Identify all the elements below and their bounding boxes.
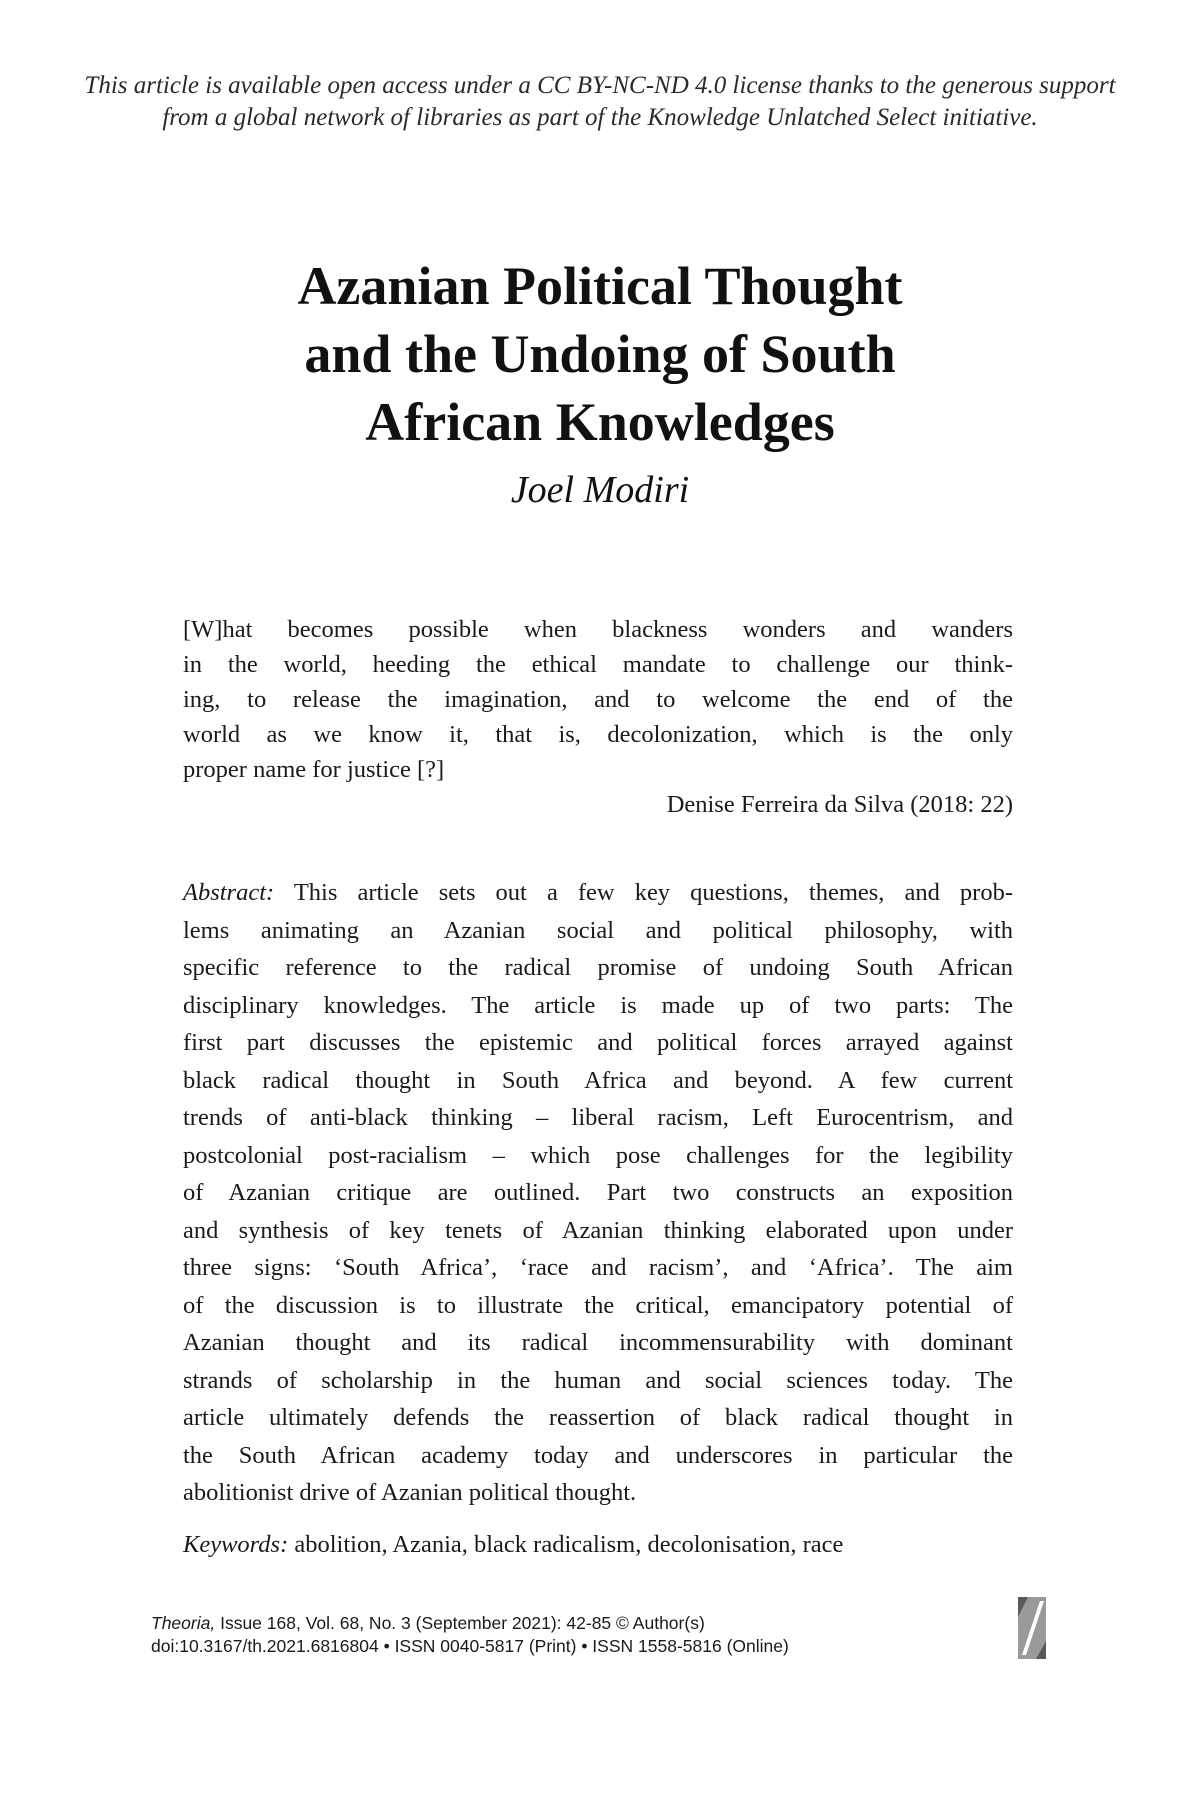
open-access-notice [0, 70, 1200, 134]
article-title-line-2: and the Undoing of South [304, 324, 896, 384]
open-access-notice-line-1: This article is available open access under a CC BY-NC-ND 4.0 license thanks to the generous support [84, 72, 1116, 99]
abstract-first-line-text: This article sets out a few key questions, themes, and prob- [293, 879, 1014, 906]
abstract-line: trends of anti-black thinking – liberal racism, Left Eurocentrism, and [183, 1104, 1013, 1131]
abstract-line: article ultimately defends the reassertion of black radical thought in [183, 1404, 1013, 1431]
epigraph-attribution: Denise Ferreira da Silva (2018: 22) [666, 791, 1013, 818]
abstract-line: of the discussion is to illustrate the critical, emancipatory potential of [183, 1291, 1013, 1319]
author-name: Joel Modiri [510, 469, 690, 511]
epigraph-line: in the world, heeding the ethical mandate to challenge our think- [183, 651, 1013, 678]
citation-footer [151, 1612, 971, 1658]
article-title [0, 252, 1200, 456]
epigraph-line: ing, to release the imagination, and to welcome the end of the [183, 686, 1013, 713]
abstract-line: three signs: ‘South Africa’, ‘race and racism’, and ‘Africa’. The aim [183, 1254, 1013, 1281]
citation-details: Issue 168, Vol. 68, No. 3 (September 2021): 42-85 © Author(s) [220, 1613, 705, 1633]
berghahn-logo-icon [1018, 1597, 1046, 1659]
article-title-line-1: Azanian Political Thought [297, 256, 903, 316]
journal-name: Theoria, [151, 1613, 216, 1633]
abstract-label: Abstract: [183, 879, 275, 906]
abstract-line: the South African academy today and underscores in particular the [183, 1441, 1013, 1469]
doi-line: doi:10.3167/th.2021.6816804 • ISSN 0040-5817 (Print) • ISSN 1558-5816 (Online) [151, 1636, 789, 1656]
citation-line [151, 1612, 971, 1635]
keywords-label: Keywords: [183, 1531, 289, 1558]
abstract-line: abolitionist drive of Azanian political thought. [183, 1479, 637, 1506]
abstract-line: postcolonial post-racialism – which pose challenges for the legibility [183, 1141, 1013, 1169]
keywords-text: abolition, Azania, black radicalism, decolonisation, race [294, 1531, 844, 1558]
abstract-line: strands of scholarship in the human and social sciences today. The [183, 1366, 1013, 1394]
abstract-line: of Azanian critique are outlined. Part two constructs an exposition [183, 1179, 1013, 1206]
epigraph-line: proper name for justice [?] [183, 756, 445, 783]
abstract-line: first part discusses the epistemic and political forces arrayed against [183, 1029, 1013, 1056]
epigraph-line: world as we know it, that is, decolonization, which is the only [183, 721, 1013, 748]
keywords [183, 1527, 1013, 1563]
abstract [183, 874, 1013, 1512]
abstract-line: specific reference to the radical promise of undoing South African [183, 954, 1013, 981]
epigraph-line: [W]hat becomes possible when blackness wonders and wanders [183, 616, 1013, 643]
abstract-line: black radical thought in South Africa and beyond. A few current [183, 1066, 1013, 1094]
abstract-line: lems animating an Azanian social and political philosophy, with [183, 916, 1013, 944]
abstract-line: Azanian thought and its radical incommensurability with dominant [183, 1329, 1013, 1356]
abstract-line [183, 874, 1013, 912]
open-access-notice-line-2: from a global network of libraries as part of the Knowledge Unlatched Select initiative. [162, 104, 1038, 131]
abstract-line: disciplinary knowledges. The article is made up of two parts: The [183, 991, 1013, 1019]
abstract-line: and synthesis of key tenets of Azanian thinking elaborated upon under [183, 1216, 1013, 1244]
article-title-line-3: African Knowledges [365, 392, 835, 452]
epigraph [183, 612, 1013, 822]
